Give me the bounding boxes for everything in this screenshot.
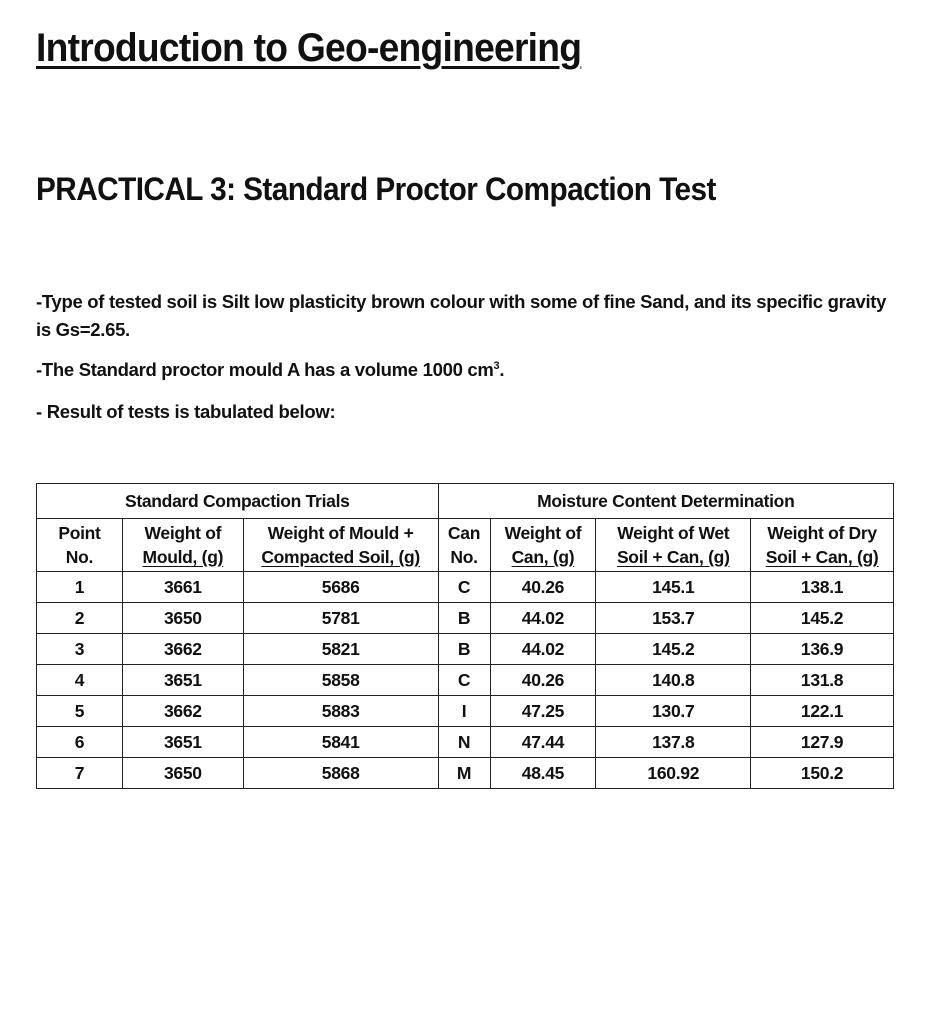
cell-mould-weight: 3662 (122, 696, 243, 727)
cell-can-weight: 47.25 (490, 696, 596, 727)
col-header-point-line1: Point (58, 523, 101, 543)
col-header-dry-weight (751, 519, 894, 572)
cell-mould-soil-weight: 5883 (243, 696, 438, 727)
cell-can-id: I (438, 696, 490, 727)
group-header-row (37, 484, 894, 519)
col-header-mould-soil (243, 519, 438, 572)
cell-wet-weight: 130.7 (596, 696, 751, 727)
cell-point: 4 (37, 665, 123, 696)
result-intro-paragraph: - Result of tests is tabulated below: (36, 401, 336, 422)
col-header-can-line1: Can (447, 523, 481, 543)
cell-can-weight: 47.44 (490, 727, 596, 758)
col-header-wet-line1: Weight of Wet (617, 523, 730, 543)
cell-can-weight: 40.26 (490, 572, 596, 603)
cell-dry-weight: 131.8 (751, 665, 894, 696)
course-title: Introduction to Geo-engineering (36, 26, 582, 70)
col-header-mould-soil-line2: Compacted Soil, (g) (261, 547, 420, 567)
cell-mould-soil-weight: 5821 (243, 634, 438, 665)
col-header-can-line2: No. (450, 547, 478, 567)
table-row (37, 665, 894, 696)
cell-can-weight: 44.02 (490, 603, 596, 634)
cell-can-id: B (438, 603, 490, 634)
col-header-can-weight-line2: Can, (g) (511, 547, 575, 567)
cell-point: 6 (37, 727, 123, 758)
cell-mould-soil-weight: 5841 (243, 727, 438, 758)
cell-dry-weight: 122.1 (751, 696, 894, 727)
cell-point: 7 (37, 758, 123, 789)
col-header-wet-line2: Soil + Can, (g) (616, 547, 730, 567)
cell-can-id: B (438, 634, 490, 665)
col-header-can (438, 519, 490, 572)
table-row (37, 603, 894, 634)
col-header-can-weight (490, 519, 596, 572)
cell-can-id: C (438, 572, 490, 603)
cell-dry-weight: 150.2 (751, 758, 894, 789)
col-header-dry-line1: Weight of Dry (767, 523, 877, 543)
col-header-point (37, 519, 123, 572)
cell-wet-weight: 137.8 (596, 727, 751, 758)
cell-mould-weight: 3662 (122, 634, 243, 665)
mould-volume-paragraph (36, 356, 896, 384)
cell-mould-soil-weight: 5686 (243, 572, 438, 603)
table-row (37, 696, 894, 727)
cell-wet-weight: 145.2 (596, 634, 751, 665)
practical-title: PRACTICAL 3: Standard Proctor Compaction Test (36, 171, 716, 207)
col-header-mould (122, 519, 243, 572)
cell-mould-weight: 3651 (122, 665, 243, 696)
cell-wet-weight: 140.8 (596, 665, 751, 696)
cell-wet-weight: 160.92 (596, 758, 751, 789)
cell-point: 2 (37, 603, 123, 634)
table-row (37, 634, 894, 665)
cell-can-weight: 40.26 (490, 665, 596, 696)
mould-volume-text: -The Standard proctor mould A has a volume 1000 cm (36, 359, 494, 380)
compaction-trials-header: Standard Compaction Trials (37, 484, 439, 519)
col-header-can-weight-line1: Weight of (504, 523, 582, 543)
cell-can-weight: 44.02 (490, 634, 596, 665)
cell-dry-weight: 127.9 (751, 727, 894, 758)
cell-wet-weight: 153.7 (596, 603, 751, 634)
cell-wet-weight: 145.1 (596, 572, 751, 603)
column-header-row (37, 519, 894, 572)
cell-can-id: N (438, 727, 490, 758)
col-header-mould-line2: Mould, (g) (142, 547, 224, 567)
cell-dry-weight: 138.1 (751, 572, 894, 603)
cell-mould-soil-weight: 5781 (243, 603, 438, 634)
table-row (37, 572, 894, 603)
cell-can-id: M (438, 758, 490, 789)
col-header-point-line2: No. (65, 547, 94, 567)
cell-mould-soil-weight: 5858 (243, 665, 438, 696)
col-header-dry-line2: Soil + Can, (g) (765, 547, 879, 567)
cell-mould-weight: 3661 (122, 572, 243, 603)
cell-can-weight: 48.45 (490, 758, 596, 789)
cell-mould-weight: 3650 (122, 758, 243, 789)
moisture-content-header: Moisture Content Determination (438, 484, 893, 519)
cell-point: 5 (37, 696, 123, 727)
cell-dry-weight: 145.2 (751, 603, 894, 634)
cell-dry-weight: 136.9 (751, 634, 894, 665)
cell-point: 1 (37, 572, 123, 603)
cell-can-id: C (438, 665, 490, 696)
table-row (37, 727, 894, 758)
cell-point: 3 (37, 634, 123, 665)
cell-mould-soil-weight: 5868 (243, 758, 438, 789)
col-header-wet-weight (596, 519, 751, 572)
col-header-mould-line1: Weight of (144, 523, 222, 543)
results-table (36, 483, 894, 789)
soil-type-paragraph: -Type of tested soil is Silt low plasticity brown colour with some of fine Sand, and its specific gravity is Gs=2.65. (36, 291, 887, 340)
cell-mould-weight: 3650 (122, 603, 243, 634)
mould-volume-superscript: 3 (493, 359, 500, 372)
table-row (37, 758, 894, 789)
cell-mould-weight: 3651 (122, 727, 243, 758)
mould-volume-suffix: . (499, 359, 505, 380)
col-header-mould-soil-line1: Weight of Mould + (267, 523, 414, 543)
